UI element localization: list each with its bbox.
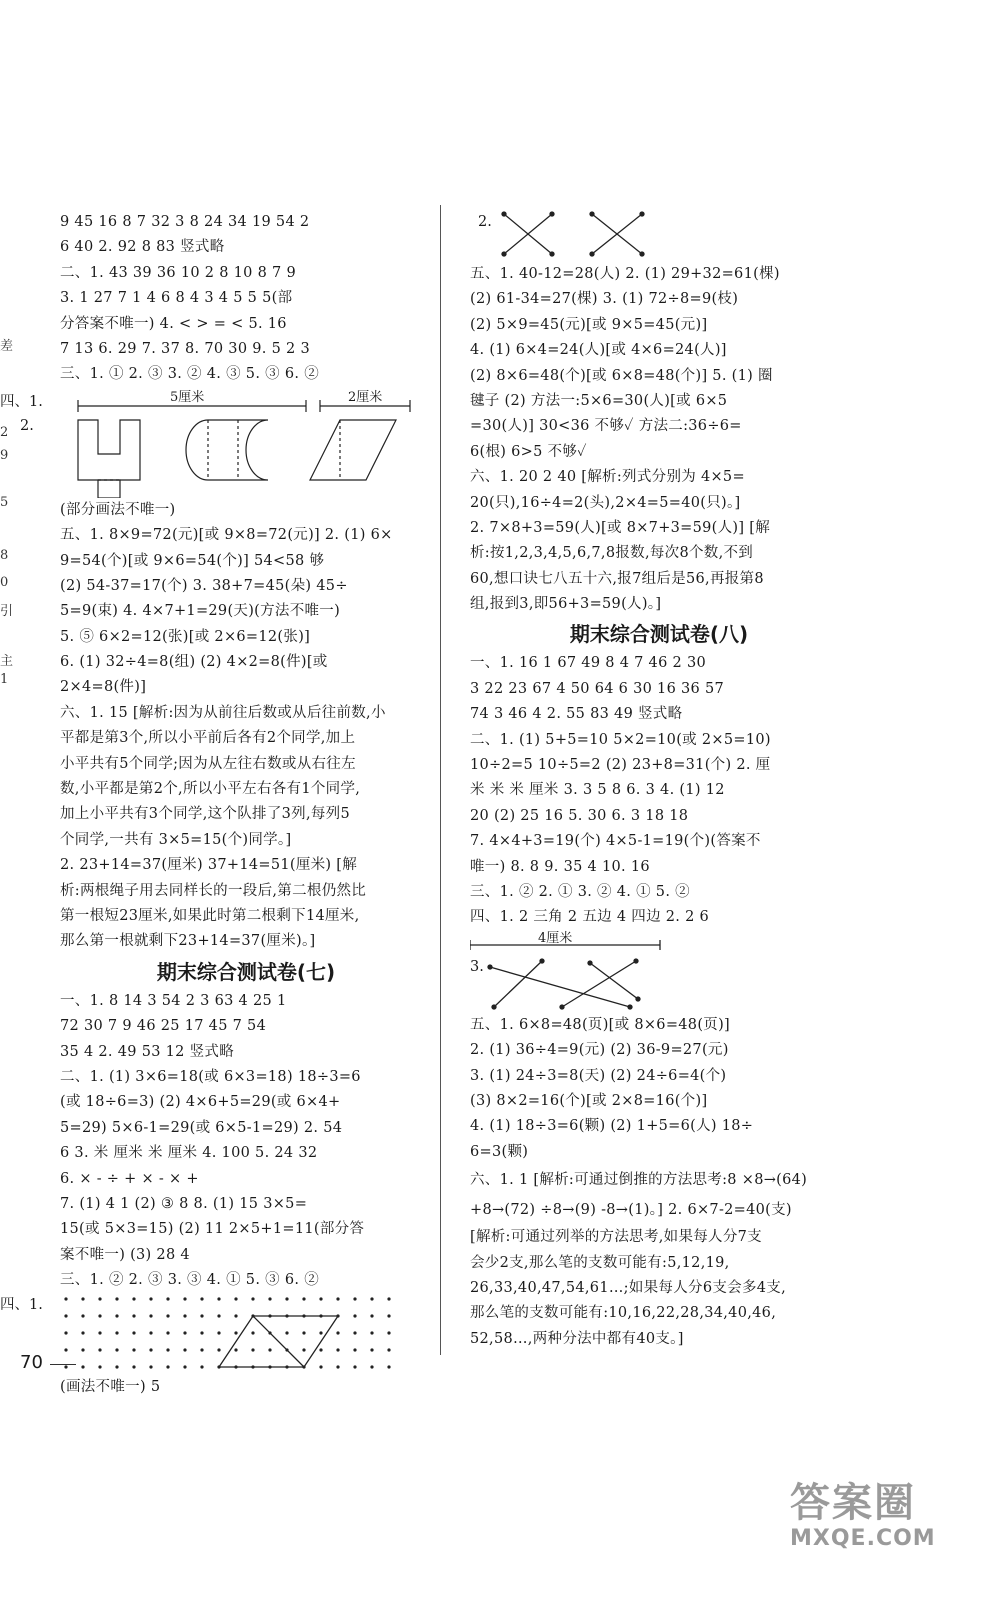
answer-line: 3. 1 27 7 1 4 6 8 4 3 4 5 5 5(部 bbox=[60, 290, 293, 307]
answer-line: 5=29) 5×6-1=29(或 6×5-1=29) 2. 54 bbox=[60, 1119, 343, 1136]
answer-line: =30(人)] 30<36 不够✓ 方法二:36÷6= bbox=[470, 418, 742, 435]
answer-line: 20 (2) 25 16 5. 30 6. 3 18 18 bbox=[470, 807, 689, 824]
answer-line: 7. (1) 4 1 (2) ③ 8 8. (1) 15 3×5= bbox=[60, 1195, 308, 1212]
answer-line: 52,58…,两种分法中都有40支。] bbox=[470, 1330, 684, 1347]
grid-dot bbox=[353, 1366, 356, 1369]
answer-line: (2) 5×9=45(元)[或 9×5=45(元)] bbox=[470, 316, 708, 333]
answer-line: 二、1. 43 39 36 10 2 8 10 8 7 9 bbox=[60, 264, 297, 281]
grid-dot bbox=[166, 1332, 169, 1335]
answer-line: [解析:可通过列举的方法思考,如果每人分7支 bbox=[470, 1229, 762, 1246]
grid-dot bbox=[319, 1366, 322, 1369]
answer-line: 二、1. (1) 5+5=10 5×2=10(或 2×5=10) bbox=[470, 731, 771, 748]
answer-line: 六、1. 15 [解析:因为从前往后数或从后往前数,小 bbox=[60, 704, 386, 721]
answer-line: (2) 61-34=27(棵) 3. (1) 72÷8=9(枝) bbox=[470, 291, 739, 308]
grid-dot bbox=[234, 1332, 237, 1335]
grid-dot bbox=[217, 1315, 220, 1318]
grid-dot bbox=[166, 1315, 169, 1318]
grid-dot bbox=[387, 1366, 390, 1369]
grid-dot bbox=[149, 1315, 152, 1318]
answer-line: 析:按1,2,3,4,5,6,7,8报数,每次8个数,不到 bbox=[470, 545, 754, 562]
grid-dot bbox=[132, 1332, 135, 1335]
page-number: 70 bbox=[20, 1352, 43, 1373]
left-column bbox=[0, 210, 432, 1401]
grid-dot bbox=[319, 1349, 322, 1352]
margin-mark: 差 bbox=[0, 339, 14, 354]
answer-line: 一、1. 8 14 3 54 2 3 63 4 25 1 bbox=[60, 992, 287, 1009]
answer-line: 毽子 (2) 方法一:5×6=30(人)[或 6×5 bbox=[470, 392, 728, 409]
answer-line: 米 米 米 厘米 3. 3 5 8 6. 3 4. (1) 12 bbox=[470, 782, 725, 799]
grid-dot bbox=[200, 1315, 203, 1318]
grid-dot bbox=[217, 1332, 220, 1335]
answer-line: 平都是第3个,所以小平前后各有2个同学,加上 bbox=[60, 730, 356, 747]
grid-dot bbox=[387, 1315, 390, 1318]
grid-dot bbox=[183, 1349, 186, 1352]
grid-dot bbox=[81, 1298, 84, 1301]
grid-dot bbox=[166, 1366, 169, 1369]
answer-line: 9=54(个)[或 9×6=54(个)] 54<58 够 bbox=[60, 552, 325, 569]
answer-line: 7. 4×4+3=19(个) 4×5-1=19(个)(答案不 bbox=[470, 833, 761, 850]
answer-line: 4. (1) 6×4=24(人)[或 4×6=24(人)] bbox=[470, 342, 727, 359]
grid-dot bbox=[64, 1332, 67, 1335]
grid-dot bbox=[353, 1332, 356, 1335]
answer-line: 74 3 46 4 2. 55 83 49 竖式略 bbox=[470, 706, 683, 723]
grid-dot bbox=[234, 1298, 237, 1301]
grid-dot bbox=[115, 1349, 118, 1352]
answer-line: 6 40 2. 92 8 83 竖式略 bbox=[60, 239, 225, 256]
dot-grid-drawing bbox=[60, 1293, 432, 1375]
grid-dot bbox=[353, 1349, 356, 1352]
watermark-text: 答案圈 bbox=[790, 1480, 916, 1526]
section-title: 期末综合测试卷(八) bbox=[569, 622, 749, 647]
grid-dot bbox=[370, 1298, 373, 1301]
answer-line: 组,报到3,即56+3=59(人)。] bbox=[470, 596, 662, 613]
answer-line: 9 45 16 8 7 32 3 8 24 34 19 54 2 bbox=[60, 214, 310, 230]
margin-mark: 9 bbox=[0, 448, 9, 463]
grid-dot bbox=[370, 1366, 373, 1369]
grid-dot bbox=[268, 1349, 271, 1352]
answer-line: 五、1. 8×9=72(元)[或 9×8=72(元)] 2. (1) 6× bbox=[60, 527, 393, 544]
grid-dot bbox=[64, 1298, 67, 1301]
answer-line: 第一根短23厘米,如果此时第二根剩下14厘米, bbox=[60, 907, 360, 924]
grid-dot bbox=[302, 1349, 305, 1352]
answer-line: 案不唯一) (3) 28 4 bbox=[60, 1246, 190, 1263]
answer-line: 析:两根绳子用去同样长的一段后,第二根仍然比 bbox=[60, 882, 367, 899]
grid-dot bbox=[98, 1366, 101, 1369]
answer-line: (2) 8×6=48(个)[或 6×8=48(个)] 5. (1) 圈 bbox=[470, 367, 773, 384]
grid-dot bbox=[115, 1332, 118, 1335]
answer-line: 那么笔的支数可能有:10,16,22,28,34,40,46, bbox=[470, 1305, 777, 1322]
grid-dot bbox=[183, 1366, 186, 1369]
margin-mark: 引 bbox=[0, 604, 14, 619]
grid-dot bbox=[336, 1366, 339, 1369]
grid-dot bbox=[115, 1298, 118, 1301]
answer-line: 会少2支,那么笔的支数可能有:5,12,19, bbox=[470, 1254, 730, 1271]
length-label: 5厘米 bbox=[170, 389, 205, 405]
grid-dot bbox=[81, 1332, 84, 1335]
grid-dot bbox=[115, 1315, 118, 1318]
answer-line: +8→(72) ÷8→(9) -8→(1)。] 2. 6×7-2=40(支) bbox=[470, 1202, 792, 1219]
grid-dot bbox=[149, 1298, 152, 1301]
grid-dot bbox=[234, 1349, 237, 1352]
grid-dot bbox=[98, 1332, 101, 1335]
grid-dot bbox=[217, 1349, 220, 1352]
answer-line: 三、1. ① 2. ③ 3. ② 4. ③ 5. ③ 6. ② bbox=[60, 366, 320, 383]
grid-dot bbox=[183, 1298, 186, 1301]
answer-line: 数,小平都是第2个,所以小平左右各有1个同学, bbox=[60, 781, 361, 798]
grid-dot bbox=[132, 1315, 135, 1318]
answer-line: 2. 23+14=37(厘米) 37+14=51(厘米) [解 bbox=[60, 857, 358, 874]
grid-dot bbox=[336, 1349, 339, 1352]
answer-line: 小平共有5个同学;因为从左往右数或从右往左 bbox=[60, 755, 356, 772]
grid-dot bbox=[166, 1349, 169, 1352]
answer-line: (或 18÷6=3) (2) 4×6+5=29(或 6×4+ bbox=[60, 1094, 341, 1111]
answer-line: 四、1. 2 三角 2 五边 4 四边 2. 2 6 bbox=[470, 909, 710, 926]
grid-dot bbox=[353, 1315, 356, 1318]
watermark bbox=[790, 1480, 975, 1551]
question-number: 2. bbox=[20, 417, 34, 434]
grid-dot bbox=[64, 1315, 67, 1318]
answer-line: 7 13 6. 29 7. 37 8. 70 30 9. 5 2 3 bbox=[60, 340, 311, 357]
page-number-rule bbox=[50, 1364, 76, 1365]
answer-line: 唯一) 8. 8 9. 35 4 10. 16 bbox=[470, 858, 650, 875]
answer-line: 那么第一根就剩下23+14=37(厘米)。] bbox=[60, 933, 316, 950]
cross-lines-figure bbox=[470, 210, 848, 262]
grid-dot bbox=[183, 1315, 186, 1318]
grid-dot bbox=[64, 1366, 67, 1369]
answer-line: 6=3(颗) bbox=[470, 1143, 529, 1160]
line-segments-drawing bbox=[470, 931, 848, 1013]
answer-line: 五、1. 40-12=28(人) 2. (1) 29+32=61(棵) bbox=[470, 266, 780, 282]
grid-dot bbox=[98, 1298, 101, 1301]
answer-line: 4. (1) 18÷3=6(颗) (2) 1+5=6(人) 18÷ bbox=[470, 1118, 754, 1135]
section-title: 期末综合测试卷(七) bbox=[156, 959, 336, 984]
answer-line: 72 30 7 9 46 25 17 45 7 54 bbox=[60, 1018, 267, 1035]
answer-line: 20(只),16÷4=2(头),2×4=5=40(只)。] bbox=[470, 494, 741, 511]
answer-line: 5=9(束) 4. 4×7+1=29(天)(方法不唯一) bbox=[60, 603, 341, 620]
grid-dot bbox=[387, 1332, 390, 1335]
answer-line: 六、1. 1 [解析:可通过倒推的方法思考:8 ×8→(64) bbox=[470, 1172, 808, 1189]
grid-dot bbox=[251, 1332, 254, 1335]
answer-line: 五、1. 6×8=48(页)[或 8×6=48(页)] bbox=[470, 1016, 730, 1033]
grid-dot bbox=[285, 1298, 288, 1301]
grid-dot bbox=[285, 1332, 288, 1335]
answer-line: 6. (1) 32÷4=8(组) (2) 4×2=8(件)[或 bbox=[60, 654, 328, 671]
answer-line: (3) 8×2=16(个)[或 2×8=16(个)] bbox=[470, 1092, 708, 1109]
grid-dot bbox=[132, 1366, 135, 1369]
answer-line: 2. (1) 36÷4=9(元) (2) 36-9=27(元) bbox=[470, 1042, 729, 1059]
question-number: 四、1. bbox=[0, 1297, 43, 1314]
length-label: 2厘米 bbox=[348, 389, 383, 405]
answer-line: 10÷2=5 10÷5=2 (2) 23+8=31(个) 2. 厘 bbox=[470, 757, 771, 774]
grid-dot bbox=[336, 1298, 339, 1301]
column-divider bbox=[440, 205, 441, 1355]
grid-dot bbox=[251, 1298, 254, 1301]
answer-line: (画法不唯一) 5 bbox=[60, 1379, 161, 1396]
cross-lines-drawing bbox=[470, 210, 848, 262]
question-number: 3. bbox=[470, 958, 484, 975]
grid-dot bbox=[370, 1315, 373, 1318]
length-label: 4厘米 bbox=[538, 930, 573, 946]
grid-dot bbox=[387, 1349, 390, 1352]
grid-dot bbox=[370, 1349, 373, 1352]
grid-dot bbox=[319, 1332, 322, 1335]
answer-line: 六、1. 20 2 40 [解析:列式分别为 4×5= bbox=[470, 469, 745, 486]
answer-line: 二、1. (1) 3×6=18(或 6×3=18) 18÷3=6 bbox=[60, 1068, 361, 1085]
parallelogram-shape bbox=[219, 1316, 338, 1367]
answer-line: 6 3. 米 厘米 米 厘米 4. 100 5. 24 32 bbox=[60, 1145, 318, 1162]
grid-dot bbox=[200, 1349, 203, 1352]
grid-dot bbox=[353, 1298, 356, 1301]
grid-dot bbox=[132, 1298, 135, 1301]
answer-line: 个同学,一共有 3×5=15(个)同学。] bbox=[60, 831, 292, 848]
answer-line: 15(或 5×3=15) (2) 11 2×5+1=11(部分答 bbox=[60, 1221, 365, 1238]
answer-line: 6. × - ÷ + × - × + bbox=[60, 1170, 199, 1187]
question-number: 四、1. bbox=[0, 393, 43, 410]
grid-dot bbox=[217, 1298, 220, 1301]
answer-line: 26,33,40,47,54,61…;如果每人分6支会多4支, bbox=[470, 1279, 786, 1296]
margin-mark: 0 bbox=[0, 575, 9, 590]
grid-dot bbox=[149, 1366, 152, 1369]
margin-mark: 2 bbox=[0, 425, 9, 440]
grid-dot bbox=[64, 1349, 67, 1352]
margin-mark: 主 bbox=[0, 654, 14, 669]
margin-mark: 1 bbox=[0, 672, 9, 687]
answer-line: 2. 7×8+3=59(人)[或 8×7+3=59(人)] [解 bbox=[470, 519, 771, 536]
grid-dot bbox=[81, 1349, 84, 1352]
answer-line: 2×4=8(件)] bbox=[60, 679, 147, 696]
answer-line: 35 4 2. 49 53 12 竖式略 bbox=[60, 1043, 235, 1060]
answer-line: 6(根) 6>5 不够✓ bbox=[470, 443, 587, 460]
grid-dot bbox=[268, 1298, 271, 1301]
answer-line: 分答案不唯一) 4. < > = < 5. 16 bbox=[60, 315, 287, 332]
grid-dot bbox=[81, 1315, 84, 1318]
answer-line: 加上小平共有3个同学,这个队排了3列,每列5 bbox=[60, 806, 350, 823]
answer-line: 一、1. 16 1 67 49 8 4 7 46 2 30 bbox=[470, 655, 707, 672]
watermark-url: MXQE.COM bbox=[790, 1526, 936, 1551]
grid-dot bbox=[319, 1298, 322, 1301]
margin-mark: 5 bbox=[0, 495, 9, 510]
grid-dot bbox=[132, 1349, 135, 1352]
grid-dot bbox=[302, 1332, 305, 1335]
shapes-figure bbox=[0, 388, 432, 498]
grid-dot bbox=[81, 1366, 84, 1369]
grid-dot bbox=[149, 1349, 152, 1352]
answer-line: (部分画法不唯一) bbox=[60, 501, 176, 518]
answer-line: 5. ⑤ 6×2=12(张)[或 2×6=12(张)] bbox=[60, 628, 311, 645]
answer-line: 3. (1) 24÷3=8(天) (2) 24÷6=4(个) bbox=[470, 1067, 727, 1084]
grid-dot bbox=[98, 1315, 101, 1318]
answer-line: (2) 54-37=17(个) 3. 38+7=45(朵) 45÷ bbox=[60, 577, 348, 594]
grid-dot bbox=[302, 1298, 305, 1301]
grid-dot bbox=[115, 1366, 118, 1369]
grid-dot bbox=[98, 1349, 101, 1352]
line-segments-figure bbox=[470, 931, 848, 1013]
answer-line: 三、1. ② 2. ③ 3. ③ 4. ① 5. ③ 6. ② bbox=[60, 1272, 320, 1289]
right-column bbox=[470, 210, 848, 1352]
grid-dot bbox=[200, 1366, 203, 1369]
grid-dot bbox=[387, 1298, 390, 1301]
grid-dot bbox=[200, 1298, 203, 1301]
grid-dot bbox=[200, 1332, 203, 1335]
grid-dot bbox=[166, 1298, 169, 1301]
answer-line: 3 22 23 67 4 50 64 6 30 16 36 57 bbox=[470, 680, 725, 697]
grid-dot bbox=[149, 1332, 152, 1335]
grid-dot bbox=[183, 1332, 186, 1335]
grid-dot bbox=[336, 1332, 339, 1335]
answer-line: 60,想口诀七八五十六,报7组后是56,再报第8 bbox=[470, 570, 764, 587]
grid-dot bbox=[370, 1332, 373, 1335]
answer-line: 三、1. ② 2. ① 3. ② 4. ① 5. ② bbox=[470, 883, 690, 900]
grid-dot bbox=[251, 1349, 254, 1352]
margin-mark: 8 bbox=[0, 548, 9, 563]
question-number: 2. bbox=[478, 214, 492, 230]
grid-dot bbox=[234, 1315, 237, 1318]
